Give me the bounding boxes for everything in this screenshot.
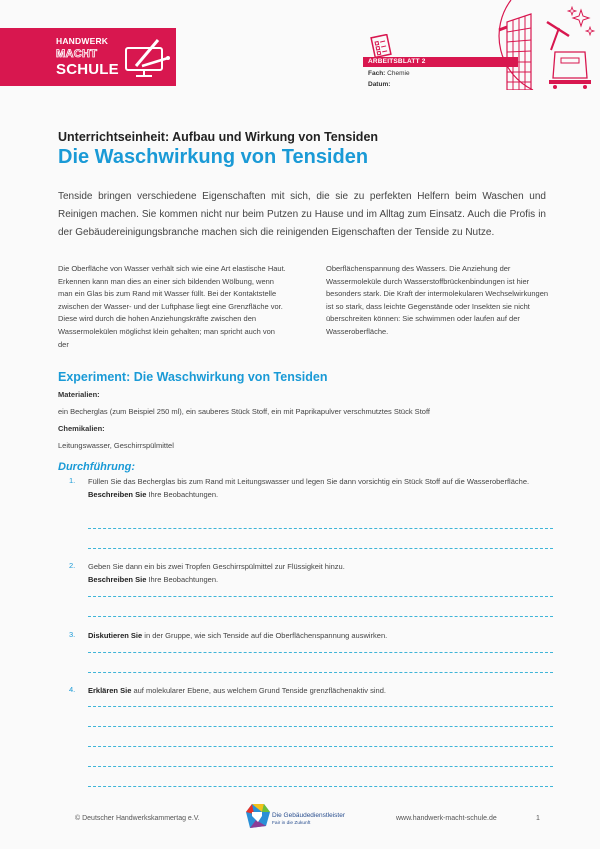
answer-line[interactable] (88, 672, 553, 673)
gebaeudedienstleister-logo-icon (242, 802, 272, 830)
page-number: 1 (536, 815, 540, 822)
materials-label: Materialien: (58, 390, 100, 399)
page-title: Die Waschwirkung von Tensiden (58, 146, 369, 168)
logo-line-2: MACHT (56, 47, 98, 60)
step-number: 2. (69, 561, 76, 570)
handwerk-macht-schule-logo (0, 28, 176, 86)
answer-line[interactable] (88, 596, 553, 597)
answer-line[interactable] (88, 706, 553, 707)
task-rest: auf molekularer Ebene, aus welchem Grund Tenside grenzflächenaktiv sind. (131, 686, 386, 695)
answer-line[interactable] (88, 616, 553, 617)
monitor-tools-icon (122, 36, 172, 80)
answer-line[interactable] (88, 766, 553, 767)
checklist-icon (370, 34, 392, 58)
partner-name: Die Gebäudedienstleister (272, 812, 345, 819)
logo-line-1: HANDWERK (56, 36, 109, 46)
task-rest: Ihre Beobachtungen. (146, 574, 219, 584)
step-2-text (88, 561, 548, 586)
task-verb: Erklären Sie (88, 686, 132, 695)
answer-line[interactable] (88, 726, 553, 727)
body-column-right: Oberflächenspannung des Wassers. Die Anziehung der Wassermoleküle durch Wasserstoffbrückenbindungen ist hier besonders stark. Die Kraft der intermolekularen Wechselwirkungen ist so stark, dass leichte Gegenstände oder Insekten sie nicht überschreiten können: Sie schwimmen oder laufen auf der Wasseroberfläche. (326, 264, 549, 336)
subject-value: Chemie (387, 70, 410, 77)
step-instruction: Geben Sie dann ein bis zwei Tropfen Geschirrspülmittel zur Flüssigkeit hinzu. (88, 562, 345, 571)
step-3-text (88, 630, 548, 643)
step-number: 4. (69, 685, 76, 694)
chemicals-label: Chemikalien: (58, 424, 105, 433)
answer-line[interactable] (88, 786, 553, 787)
answer-line[interactable] (88, 528, 553, 529)
task-rest: Ihre Beobachtungen. (146, 489, 219, 499)
website-link[interactable]: www.handwerk-macht-schule.de (396, 815, 497, 822)
materials-text: ein Becherglas (zum Beispiel 250 ml), ein sauberes Stück Stoff, ein mit Paprikapulver verschmutztes Stück Stoff (58, 407, 430, 416)
unit-title: Unterrichtseinheit: Aufbau und Wirkung von Tensiden (58, 130, 379, 144)
step-4-text (88, 685, 548, 698)
subject-field (368, 70, 410, 77)
step-number: 3. (69, 630, 76, 639)
chemicals-text: Leitungswasser, Geschirrspülmittel (58, 441, 174, 450)
step-task (88, 685, 548, 698)
date-field (368, 81, 390, 88)
step-1-text (88, 476, 548, 501)
step-task (88, 489, 548, 502)
body-column-left: Die Oberfläche von Wasser verhält sich wie eine Art elastische Haut. Erkennen kann man dies an einer sich bildenden Wölbung, wenn man ein Glas bis zum Rand mit Wasser füllt. Bei der Kontaktstelle zwischen der Wasser- und der Luftphase liegt eine Grenzfläche vor. Diese wird durch die hohen Anziehungskräfte zwischen den Wassermolekülen möglichst klein gehalten; man spricht auch von der (58, 264, 286, 349)
worksheet-label: ARBEITSBLATT 2 (368, 58, 426, 65)
task-verb: Beschreiben Sie (88, 489, 147, 499)
copyright-text: © Deutscher Handwerkskammertag e.V. (75, 815, 200, 822)
experiment-title: Experiment: Die Waschwirkung von Tensiden (58, 370, 328, 384)
partner-tagline: Fair in die Zukunft (272, 821, 311, 826)
answer-line[interactable] (88, 548, 553, 549)
answer-line[interactable] (88, 746, 553, 747)
procedure-title: Durchführung: (58, 461, 135, 473)
answer-line[interactable] (88, 652, 553, 653)
step-instruction: Füllen Sie das Becherglas bis zum Rand mit Leitungswasser und legen Sie dann vorsichtig ein Stück Stoff auf die Wasseroberfläche. (88, 477, 530, 486)
step-task (88, 574, 548, 587)
step-number: 1. (69, 476, 76, 485)
intro-paragraph: Tenside bringen verschiedene Eigenschaften mit sich, die sie zu perfekten Helfern beim Waschen und Reinigen machen. Sie kommen nicht nur beim Putzen zu Hause und im Alltag zum Einsatz. Auch die Profis in der Gebäudereinigungsbranche machen sich die reinigenden Eigenschaften der Tenside zu Nutze. (58, 191, 546, 238)
date-label: Datum: (368, 81, 391, 88)
step-task (88, 630, 548, 643)
task-verb: Beschreiben Sie (88, 574, 147, 584)
logo-line-3: SCHULE (56, 60, 119, 78)
task-verb: Diskutieren Sie (88, 631, 143, 640)
subject-label: Fach: (368, 70, 386, 77)
cleaning-illustration-icon (493, 0, 600, 90)
task-rest: in der Gruppe, wie sich Tenside auf die Oberflächenspannung auswirken. (142, 631, 388, 640)
